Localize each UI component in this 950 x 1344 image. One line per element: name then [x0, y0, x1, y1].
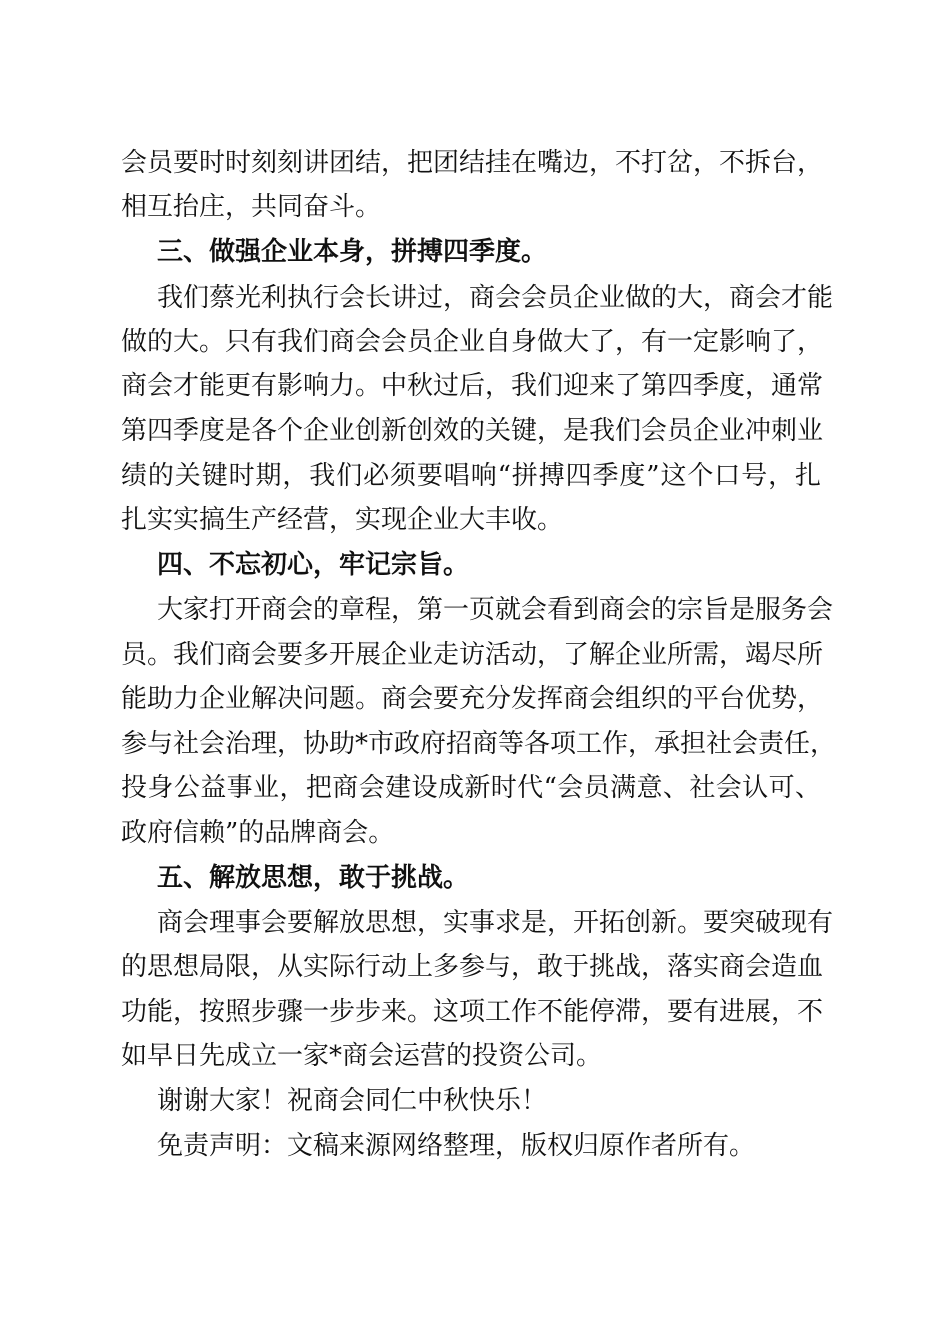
disclaimer: 免责声明：文稿来源网络整理，版权归原作者所有。 — [157, 1131, 756, 1161]
paragraph-line: 参与社会治理，协助*市政府招商等各项工作，承担社会责任， — [121, 729, 837, 759]
section-heading: 四、不忘初心，牢记宗旨。 — [157, 550, 470, 580]
paragraph-line: 扎实实搞生产经营，实现企业大丰收。 — [121, 505, 564, 535]
section-heading: 五、解放思想，敢于挑战。 — [157, 863, 470, 893]
closing-remark: 谢谢大家！祝商会同仁中秋快乐！ — [157, 1086, 548, 1116]
section-heading: 三、做强企业本身，拼搏四季度。 — [157, 237, 548, 267]
paragraph-line: 我们蔡光利执行会长讲过，商会会员企业做的大，商会才能 — [157, 283, 834, 313]
paragraph-line: 员。我们商会要多开展企业走访活动，了解企业所需，竭尽所 — [121, 640, 824, 670]
paragraph-line: 商会才能更有影响力。中秋过后，我们迎来了第四季度，通常 — [121, 371, 824, 401]
paragraph-line: 政府信赖”的品牌商会。 — [121, 818, 395, 848]
paragraph-line: 绩的关键时期，我们必须要唱响“拼搏四季度”这个口号，扎 — [121, 461, 821, 491]
paragraph-line: 投身公益事业，把商会建设成新时代“会员满意、社会认可、 — [121, 773, 821, 803]
paragraph-line: 大家打开商会的章程，第一页就会看到商会的宗旨是服务会 — [157, 595, 834, 625]
paragraph-line: 能助力企业解决问题。商会要充分发挥商会组织的平台优势， — [121, 684, 824, 714]
paragraph-line: 功能，按照步骤一步步来。这项工作不能停滞，要有进展，不 — [121, 997, 824, 1027]
paragraph-line: 的思想局限，从实际行动上多参与，敢于挑战，落实商会造血 — [121, 952, 824, 982]
paragraph-line: 商会理事会要解放思想，实事求是，开拓创新。要突破现有 — [157, 908, 834, 938]
paragraph-line: 相互抬庄，共同奋斗。 — [121, 192, 382, 222]
paragraph-line: 做的大。只有我们商会会员企业自身做大了，有一定影响了， — [121, 327, 824, 357]
paragraph-line: 第四季度是各个企业创新创效的关键，是我们会员企业冲刺业 — [121, 416, 824, 446]
paragraph-line: 会员要时时刻刻讲团结，把团结挂在嘴边，不打岔，不拆台， — [121, 148, 824, 178]
paragraph-line: 如早日先成立一家*商会运营的投资公司。 — [121, 1041, 603, 1071]
